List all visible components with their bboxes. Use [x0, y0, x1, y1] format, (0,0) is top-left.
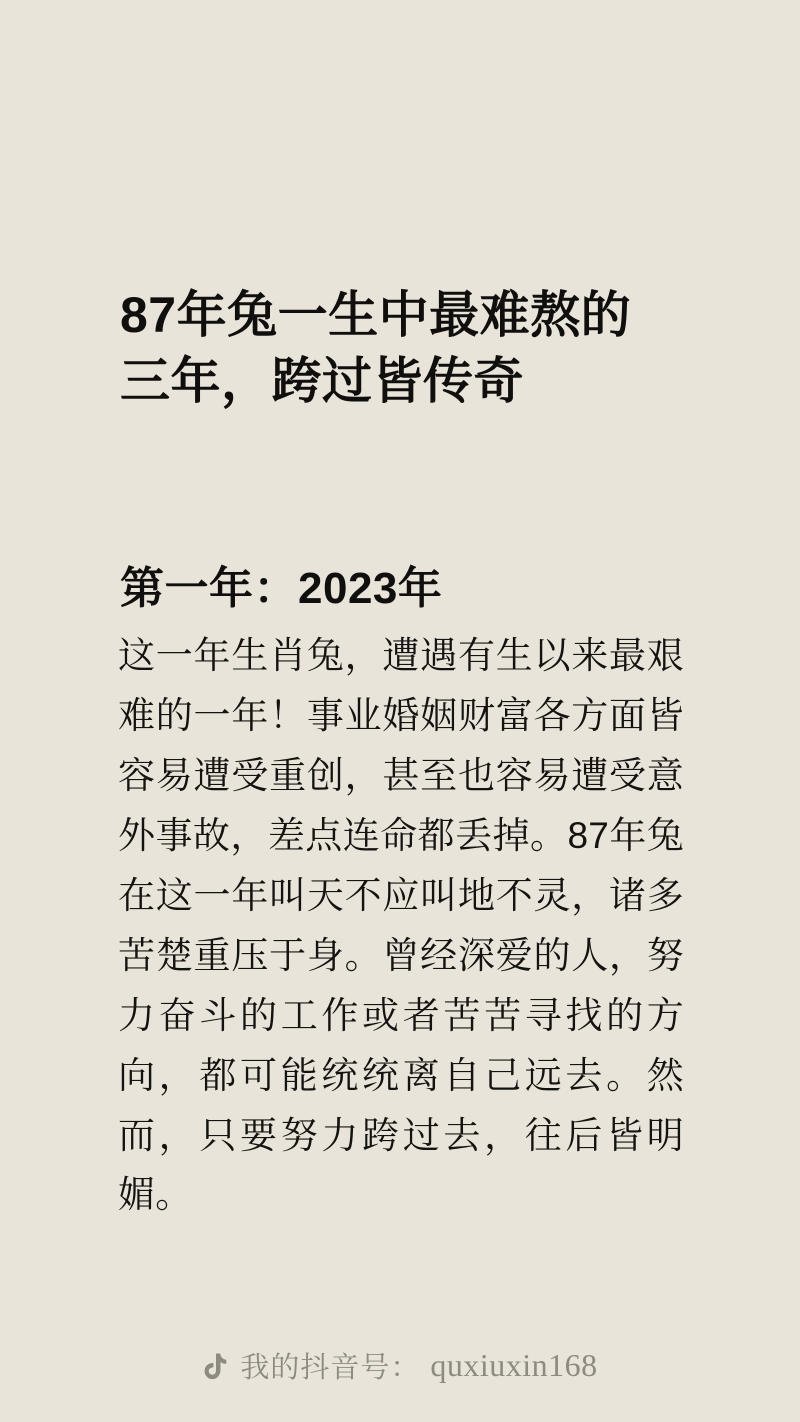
footer-label: 我的抖音号：: [240, 1352, 421, 1384]
footer-watermark: [0, 1345, 800, 1386]
tiktok-icon: [202, 1352, 230, 1384]
section-heading: 第一年：2023年: [120, 564, 443, 613]
footer-handle: quxiuxin168: [430, 1347, 598, 1383]
page-title: 87年兔一生中最难熬的三年，跨过皆传奇: [120, 287, 632, 409]
article-body: 这一年生肖兔，遭遇有生以来最艰难的一年！事业婚姻财富各方面皆容易遭受重创，甚至也容易遭受意外事故，差点连命都丢掉。87年兔在这一年叫天不应叫地不灵，诸多苦楚重压于身。曾经深爱的人，努力奋斗的工作或者苦苦寻找的方向，都可能统统离自己远去。然而，只要努力跨过去，往后皆明媚。: [118, 635, 684, 1216]
